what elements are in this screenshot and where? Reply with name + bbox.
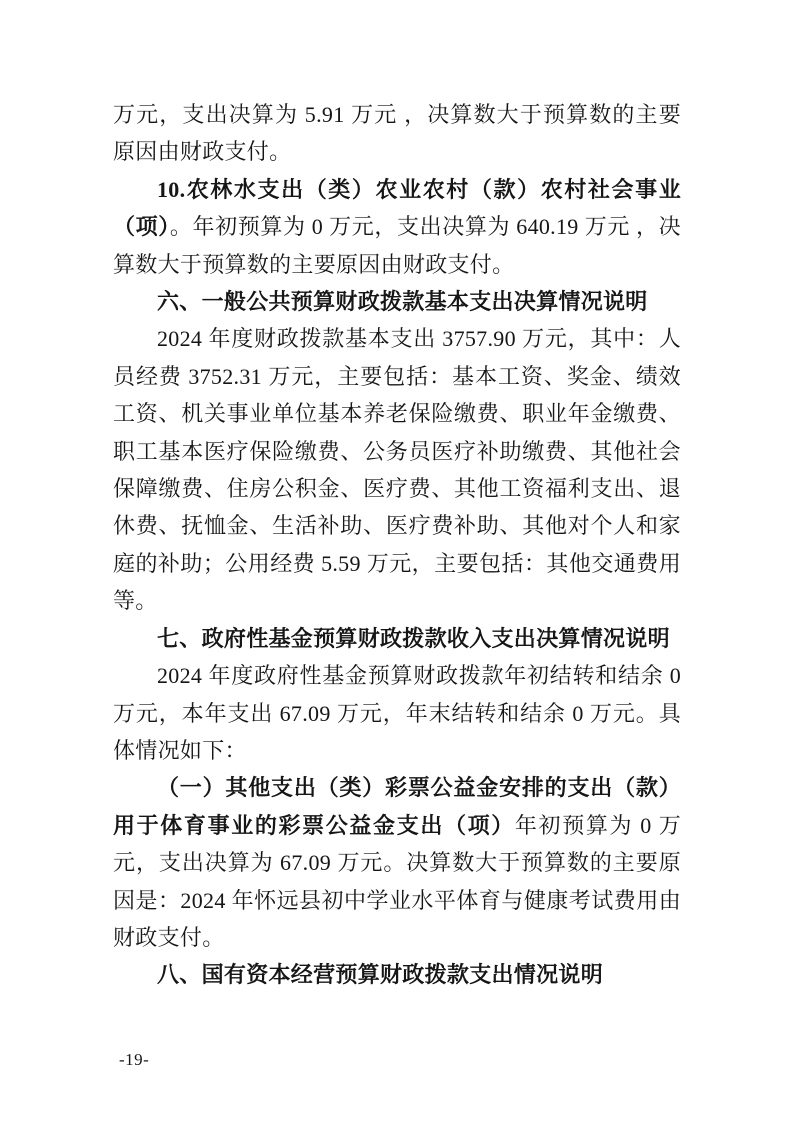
section-heading [113, 283, 681, 320]
paragraph [113, 769, 681, 956]
document-body [113, 96, 681, 994]
paragraph [113, 96, 681, 171]
text-run: 年初预算为 0 万元，支出决算为 67.09 万元。决算数大于预算数的主要原因是：2024 年怀远县初中学业水平体育与健康考试费用由财政支付。 [113, 812, 681, 950]
page-number: -19- [119, 1050, 150, 1069]
section-heading [113, 956, 681, 993]
paragraph [113, 320, 681, 619]
text-run: 2024 年度财政拨款基本支出 3757.90 万元，其中：人员经费 3752.31 万元，主要包括：基本工资、奖金、绩效工资、机关事业单位基本养老保险缴费、职业年金缴费、职工基本医疗保险缴费、公务员医疗补助缴费、其他社会保障缴费、住房公积金、医疗费、其他工资福利支出、退休费、抚恤金、生活补助、医疗费补助、其他对个人和家庭的补助；公用经费 5.59 万元，主要包括：其他交通费用等。 [113, 326, 681, 614]
section-heading [113, 620, 681, 657]
text-run: 万元，支出决算为 5.91 万元 ，决算数大于预算数的主要原因由财政支付。 [113, 102, 681, 165]
text-run: 2024 年度政府性基金预算财政拨款年初结转和结余 0 万元，本年支出 67.09 万元，年末结转和结余 0 万元。具体情况如下： [113, 663, 681, 763]
bold-text-run: 七、政府性基金预算财政拨款收入支出决算情况说明 [157, 625, 670, 651]
bold-text-run: 六、一般公共预算财政拨款基本支出决算情况说明 [157, 289, 648, 315]
paragraph [113, 171, 681, 283]
text-run: 。年初预算为 0 万元，支出决算为 640.19 万元 ，决算数大于预算数的主要原因由财政支付。 [113, 214, 681, 277]
bold-text-run: （一）其他支出（类）彩票公益金安排的支出（款）用于体育事业的彩票公益金支出（项） [113, 775, 681, 838]
bold-text-run: 10.农林水支出（类）农业农村（款）农村社会事业（项） [113, 176, 681, 240]
paragraph [113, 657, 681, 769]
bold-text-run: 八、国有资本经营预算财政拨款支出情况说明 [157, 962, 604, 988]
